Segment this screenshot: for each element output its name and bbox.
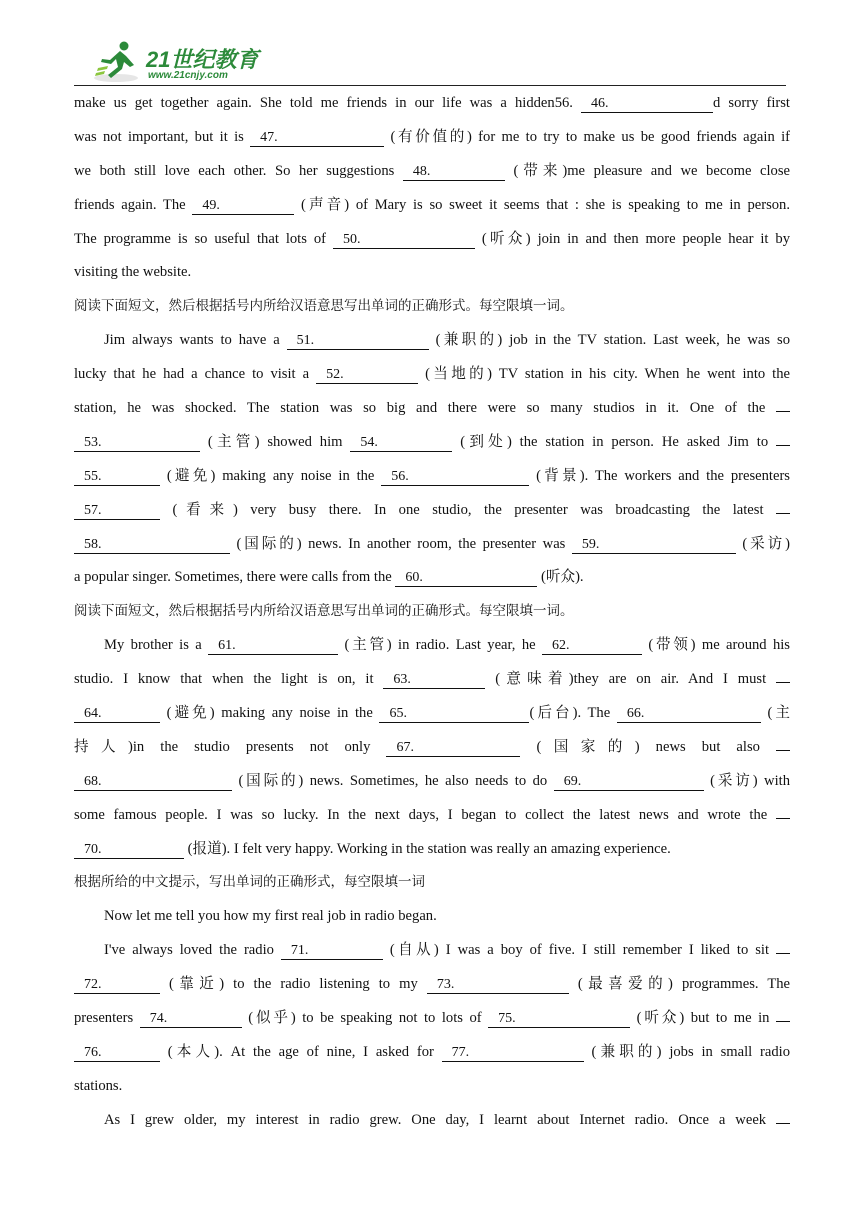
passage-text: some famous people. I was so lucky. In the next days, I began to collect the latest news and wrote the bbox=[74, 806, 776, 823]
blank-number: 57. bbox=[84, 502, 102, 518]
passage-text: (自从) I was a boy of five. I still remember I liked to sit bbox=[382, 942, 776, 959]
passage-text: As I grew older, my interest in radio grew. One day, I learnt about Internet radio. Once a week bbox=[104, 1111, 776, 1128]
header-rule bbox=[74, 85, 786, 86]
text-line bbox=[74, 1070, 790, 1104]
passage-text: (兼职的) jobs in small radio bbox=[583, 1043, 790, 1060]
passage-text: (后台). The bbox=[529, 705, 617, 722]
passage-text: visiting the website. bbox=[74, 264, 192, 281]
text-line bbox=[74, 460, 790, 494]
answer-blank[interactable] bbox=[74, 536, 230, 554]
blank-number: 72. bbox=[84, 977, 102, 993]
worksheet-body bbox=[74, 87, 790, 1138]
answer-blank[interactable] bbox=[427, 976, 569, 994]
blank-number: 58. bbox=[84, 536, 102, 552]
answer-blank[interactable] bbox=[192, 197, 294, 215]
text-line bbox=[74, 866, 790, 900]
passage-text: d sorry first bbox=[713, 95, 790, 111]
blank-number: 46. bbox=[591, 96, 609, 111]
text-line bbox=[74, 731, 790, 765]
blank-number: 65. bbox=[389, 706, 407, 722]
passage-text: The programme is so useful that lots of bbox=[74, 230, 333, 247]
page-header bbox=[74, 38, 786, 86]
text-line bbox=[74, 595, 790, 629]
passage-text: was not important, but it is bbox=[74, 128, 251, 145]
brand-url: www.21cnjy.com bbox=[148, 70, 228, 81]
text-line bbox=[74, 900, 790, 934]
passage-text: (国际的) news. Sometimes, he also needs to do bbox=[232, 772, 554, 789]
passage-text: (最喜爱的) programmes. The bbox=[568, 976, 790, 993]
passage-text: (声音) of Mary is so sweet it seems that : she is speaking to me in person. bbox=[294, 196, 790, 213]
answer-blank[interactable] bbox=[74, 1044, 160, 1062]
passage-text: I've always loved the radio bbox=[104, 942, 281, 959]
blank-continuation bbox=[776, 1021, 790, 1022]
passage-text: Jim always wants to have a bbox=[104, 332, 287, 349]
blank-number: 70. bbox=[84, 841, 102, 857]
text-line bbox=[74, 494, 790, 528]
passage-text: (带领) me around his bbox=[641, 637, 790, 654]
passage-text: we both still love each other. So her suggestions bbox=[74, 162, 403, 179]
blank-number: 51. bbox=[296, 333, 315, 349]
blank-continuation bbox=[776, 682, 790, 683]
blank-continuation bbox=[776, 818, 790, 819]
answer-blank[interactable] bbox=[350, 434, 452, 452]
passage-text: (采访) bbox=[735, 535, 790, 552]
blank-number: 66. bbox=[626, 706, 645, 722]
answer-blank[interactable] bbox=[442, 1044, 584, 1062]
passage-text: friends again. The bbox=[74, 196, 193, 213]
text-line bbox=[74, 87, 790, 121]
answer-blank[interactable] bbox=[74, 976, 160, 994]
blank-continuation bbox=[776, 1123, 790, 1124]
passage-text: (主 bbox=[760, 705, 790, 722]
answer-blank[interactable] bbox=[281, 942, 383, 960]
answer-blank[interactable] bbox=[617, 705, 761, 723]
passage-text: 持人)in the studio presents not only bbox=[74, 738, 387, 755]
text-line bbox=[74, 290, 790, 324]
answer-blank[interactable] bbox=[381, 468, 529, 486]
blank-continuation bbox=[776, 513, 790, 514]
answer-blank[interactable] bbox=[554, 773, 704, 791]
runner-logo-icon bbox=[94, 40, 142, 84]
answer-blank[interactable] bbox=[395, 569, 537, 587]
blank-number: 68. bbox=[84, 773, 102, 789]
answer-blank[interactable] bbox=[316, 366, 418, 384]
text-line bbox=[74, 1002, 790, 1036]
blank-number: 76. bbox=[84, 1044, 102, 1060]
text-line bbox=[74, 663, 790, 697]
instruction-text: 阅读下面短文，然后根据括号内所给汉语意思写出单词的正确形式。每空限填一词。 bbox=[74, 603, 574, 620]
passage-text: make us get together again. She told me friends in our life was a hidden56. bbox=[74, 95, 582, 111]
passage-text: (本人). At the age of nine, I asked for bbox=[160, 1043, 442, 1060]
blank-number: 55. bbox=[84, 468, 102, 484]
blank-number: 59. bbox=[581, 536, 600, 552]
passage-text: (听众) join in and then more people hear it by bbox=[474, 230, 790, 247]
passage-text: (当地的) TV station in his city. When he went into the bbox=[418, 366, 790, 383]
text-line bbox=[74, 426, 790, 460]
text-line bbox=[74, 528, 790, 562]
text-line bbox=[74, 121, 790, 155]
text-line bbox=[74, 1036, 790, 1070]
text-line bbox=[74, 697, 790, 731]
blank-number: 69. bbox=[563, 773, 582, 789]
blank-number: 71. bbox=[290, 943, 309, 959]
passage-text: (靠近) to the radio listening to my bbox=[160, 976, 427, 993]
answer-blank[interactable] bbox=[379, 705, 529, 723]
text-line bbox=[74, 799, 790, 833]
passage-text: station, he was shocked. The station was so big and there were so many studios in it. One of the bbox=[74, 400, 776, 417]
blank-continuation bbox=[776, 445, 790, 446]
passage-text: stations. bbox=[74, 1077, 123, 1094]
passage-text: presenters bbox=[74, 1010, 140, 1027]
passage-text: (主管) in radio. Last year, he bbox=[338, 637, 542, 654]
site-logo bbox=[94, 40, 264, 84]
instruction-text: 阅读下面短文，然后根据括号内所给汉语意思写出单词的正确形式。每空限填一词。 bbox=[74, 298, 574, 315]
passage-text: Now let me tell you how my first real job in radio began. bbox=[104, 908, 437, 925]
blank-number: 47. bbox=[260, 129, 278, 145]
answer-blank[interactable] bbox=[488, 1010, 630, 1028]
passage-text: (似乎) to be speaking not to lots of bbox=[241, 1010, 489, 1027]
answer-blank[interactable] bbox=[287, 332, 429, 350]
instruction-text: 根据所给的中文提示，写出单词的正确形式，每空限填一词 bbox=[74, 874, 425, 891]
text-line bbox=[74, 392, 790, 426]
text-line bbox=[74, 934, 790, 968]
passage-text: (采访) with bbox=[703, 772, 790, 789]
text-line bbox=[74, 765, 790, 799]
answer-blank[interactable] bbox=[208, 637, 338, 655]
text-line bbox=[74, 256, 790, 290]
blank-number: 49. bbox=[202, 197, 220, 213]
blank-number: 48. bbox=[412, 163, 431, 179]
passage-text: (兼职的) job in the TV station. Last week, he was so bbox=[428, 332, 790, 349]
passage-text: studio. I know that when the light is on, it bbox=[74, 671, 384, 688]
passage-text: My brother is a bbox=[104, 637, 209, 654]
blank-number: 50. bbox=[342, 231, 361, 247]
passage-text: (有价值的) for me to try to make us be good friends again if bbox=[384, 128, 790, 145]
answer-blank[interactable] bbox=[333, 231, 475, 249]
passage-text: lucky that he had a chance to visit a bbox=[74, 366, 317, 383]
passage-text: (背景). The workers and the presenters bbox=[529, 467, 790, 484]
blank-number: 53. bbox=[84, 434, 102, 450]
text-line bbox=[74, 223, 790, 257]
answer-blank[interactable] bbox=[403, 163, 505, 181]
blank-number: 61. bbox=[218, 638, 236, 654]
answer-blank[interactable] bbox=[250, 129, 384, 147]
text-line bbox=[74, 629, 790, 663]
answer-blank[interactable] bbox=[74, 502, 160, 520]
passage-text: (带来)me pleasure and we become close bbox=[504, 162, 790, 179]
answer-blank[interactable] bbox=[386, 739, 520, 757]
blank-number: 75. bbox=[498, 1011, 516, 1027]
blank-number: 67. bbox=[396, 739, 414, 755]
blank-continuation bbox=[776, 953, 790, 954]
blank-number: 64. bbox=[84, 706, 102, 722]
passage-text: (意味着)they are on air. And I must bbox=[485, 671, 776, 688]
blank-number: 77. bbox=[451, 1044, 470, 1060]
passage-text: (听众). bbox=[537, 569, 584, 586]
text-line bbox=[74, 358, 790, 392]
brand-name: 21世纪教育 bbox=[146, 47, 259, 72]
blank-number: 63. bbox=[393, 672, 411, 688]
passage-text: a popular singer. Sometimes, there were calls from the bbox=[74, 569, 396, 586]
answer-blank[interactable] bbox=[74, 468, 160, 486]
answer-blank[interactable] bbox=[581, 95, 713, 113]
passage-text: (听众) but to me in bbox=[630, 1010, 776, 1027]
blank-number: 54. bbox=[360, 434, 378, 450]
blank-number: 62. bbox=[551, 638, 570, 654]
blank-continuation bbox=[776, 750, 790, 751]
answer-blank[interactable] bbox=[74, 434, 200, 452]
blank-number: 73. bbox=[436, 977, 455, 993]
blank-number: 60. bbox=[405, 570, 423, 586]
answer-blank[interactable] bbox=[542, 637, 642, 655]
answer-blank[interactable] bbox=[572, 536, 736, 554]
text-line bbox=[74, 324, 790, 358]
text-line bbox=[74, 1104, 790, 1138]
passage-text: (主管) showed him bbox=[200, 433, 351, 450]
passage-text: (到处) the station in person. He asked Jim to bbox=[452, 433, 776, 450]
text-line bbox=[74, 189, 790, 223]
answer-blank[interactable] bbox=[74, 705, 160, 723]
answer-blank[interactable] bbox=[74, 841, 184, 859]
passage-text: (国际的) news. In another room, the presenter was bbox=[230, 535, 572, 552]
text-line bbox=[74, 833, 790, 867]
passage-text: (避免) making any noise in the bbox=[160, 467, 382, 484]
passage-text: (避免) making any noise in the bbox=[160, 705, 380, 722]
blank-number: 74. bbox=[149, 1011, 168, 1027]
blank-number: 52. bbox=[326, 367, 344, 383]
answer-blank[interactable] bbox=[383, 671, 485, 689]
answer-blank[interactable] bbox=[74, 773, 232, 791]
text-line bbox=[74, 968, 790, 1002]
passage-text: (报道). I felt very happy. Working in the station was really an amazing experience. bbox=[184, 840, 671, 857]
answer-blank[interactable] bbox=[140, 1010, 242, 1028]
text-line bbox=[74, 561, 790, 595]
blank-number: 56. bbox=[391, 468, 409, 484]
text-line bbox=[74, 155, 790, 189]
blank-continuation bbox=[776, 411, 790, 412]
passage-text: (看来) very busy there. In one studio, the presenter was broadcasting the latest bbox=[160, 501, 776, 518]
passage-text: (国家的) news but also bbox=[520, 738, 776, 755]
